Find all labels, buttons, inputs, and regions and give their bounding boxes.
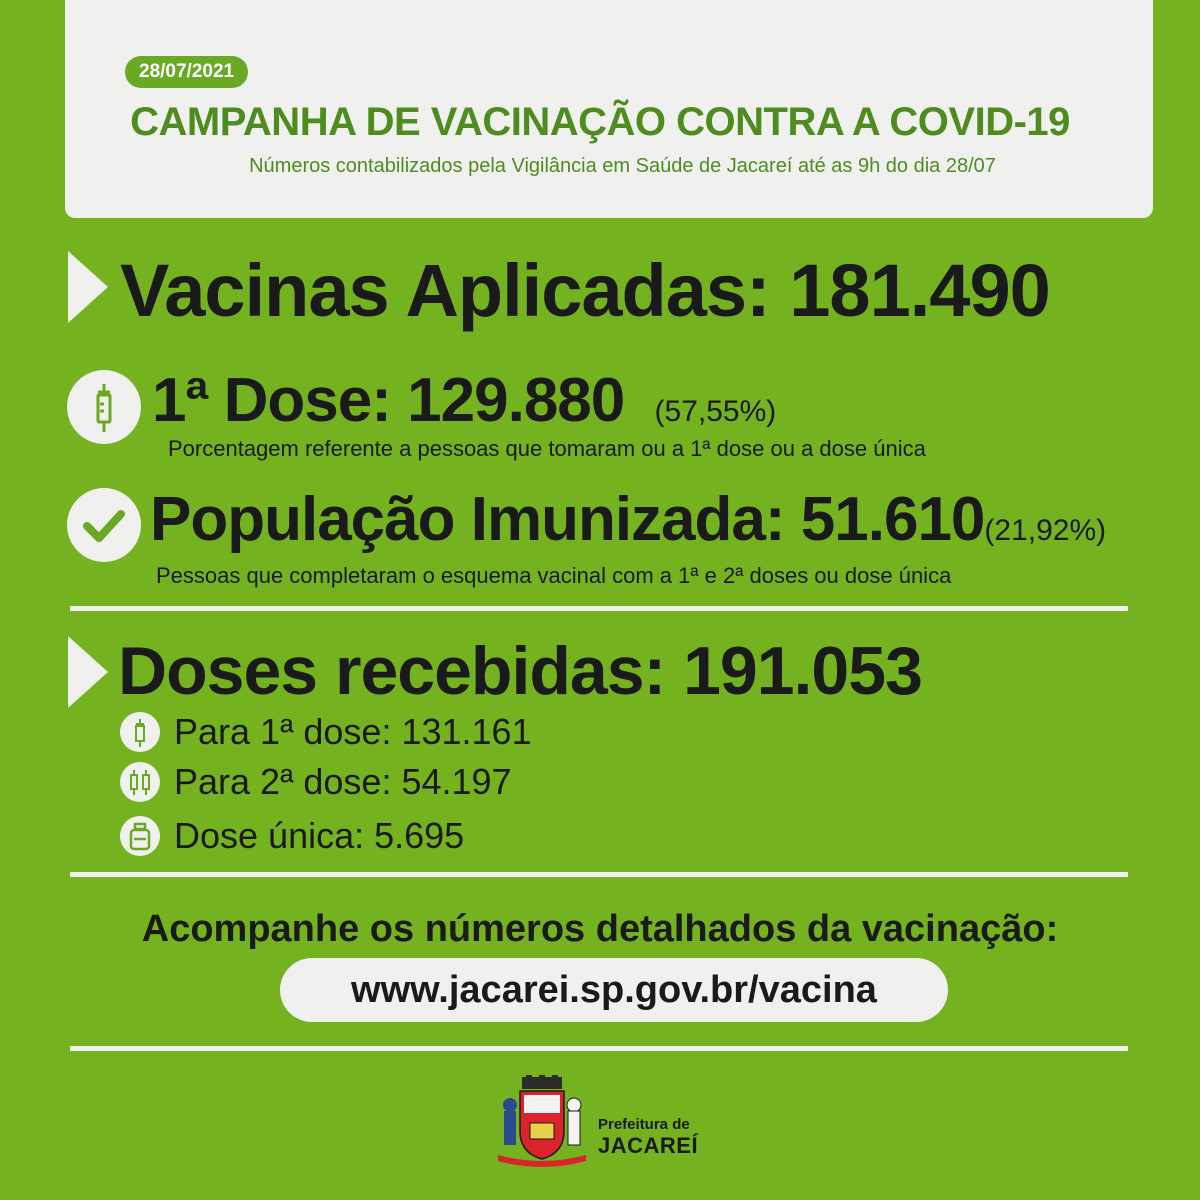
first-dose-percent: (57,55%) — [654, 395, 777, 428]
prefeitura-line1: Prefeitura de — [598, 1116, 690, 1133]
jacarei-coat-of-arms-logo — [492, 1075, 592, 1172]
vaccine-url-link[interactable]: www.jacarei.sp.gov.br/vacina — [280, 958, 948, 1022]
divider — [70, 606, 1128, 611]
check-icon — [67, 488, 141, 562]
syringe-icon — [67, 370, 141, 444]
applied-label: Vacinas Aplicadas: — [120, 249, 770, 332]
divider — [70, 1046, 1128, 1051]
campaign-subtitle: Números contabilizados pela Vigilância em Saúde de Jacareí até as 9h do dia 28/07 — [249, 155, 996, 177]
received-item-text: Dose única: 5.695 — [174, 815, 465, 856]
prefeitura-label — [598, 1116, 698, 1159]
immunized-value: 51.610 — [800, 485, 985, 554]
prefeitura-line2: JACAREÍ — [598, 1133, 699, 1158]
arrow-icon — [68, 636, 108, 708]
first-dose-value: 129.880 — [407, 366, 625, 435]
immunized-percent: (21,92%) — [984, 514, 1107, 547]
first-dose-line — [152, 365, 776, 436]
received-item-single — [120, 814, 464, 858]
applied-line — [120, 248, 1050, 333]
arrow-icon — [68, 251, 108, 323]
received-value: 191.053 — [683, 633, 922, 709]
double-syringe-icon — [120, 762, 160, 802]
first-dose-note: Porcentagem referente a pessoas que tomaram ou a 1ª dose ou a dose única — [168, 436, 926, 461]
campaign-title: CAMPANHA DE VACINAÇÃO CONTRA A COVID-19 — [130, 100, 1070, 144]
immunized-line — [150, 484, 1106, 555]
received-item-first — [120, 710, 532, 754]
vial-icon — [120, 816, 160, 856]
divider — [70, 872, 1128, 877]
syringe-icon — [120, 712, 160, 752]
cta-text: Acompanhe os números detalhados da vacinação: — [141, 908, 1059, 950]
received-item-second — [120, 760, 512, 804]
first-dose-label: 1ª Dose: — [152, 366, 391, 435]
received-item-text: Para 2ª dose: 54.197 — [174, 761, 512, 802]
immunized-note: Pessoas que completaram o esquema vacinal com a 1ª e 2ª doses ou dose única — [156, 563, 952, 588]
immunized-label: População Imunizada: — [150, 485, 785, 554]
received-line — [118, 632, 922, 710]
received-label: Doses recebidas: — [118, 633, 666, 709]
received-item-text: Para 1ª dose: 131.161 — [174, 711, 532, 752]
applied-value: 181.490 — [789, 249, 1050, 332]
date-badge: 28/07/2021 — [125, 56, 248, 88]
